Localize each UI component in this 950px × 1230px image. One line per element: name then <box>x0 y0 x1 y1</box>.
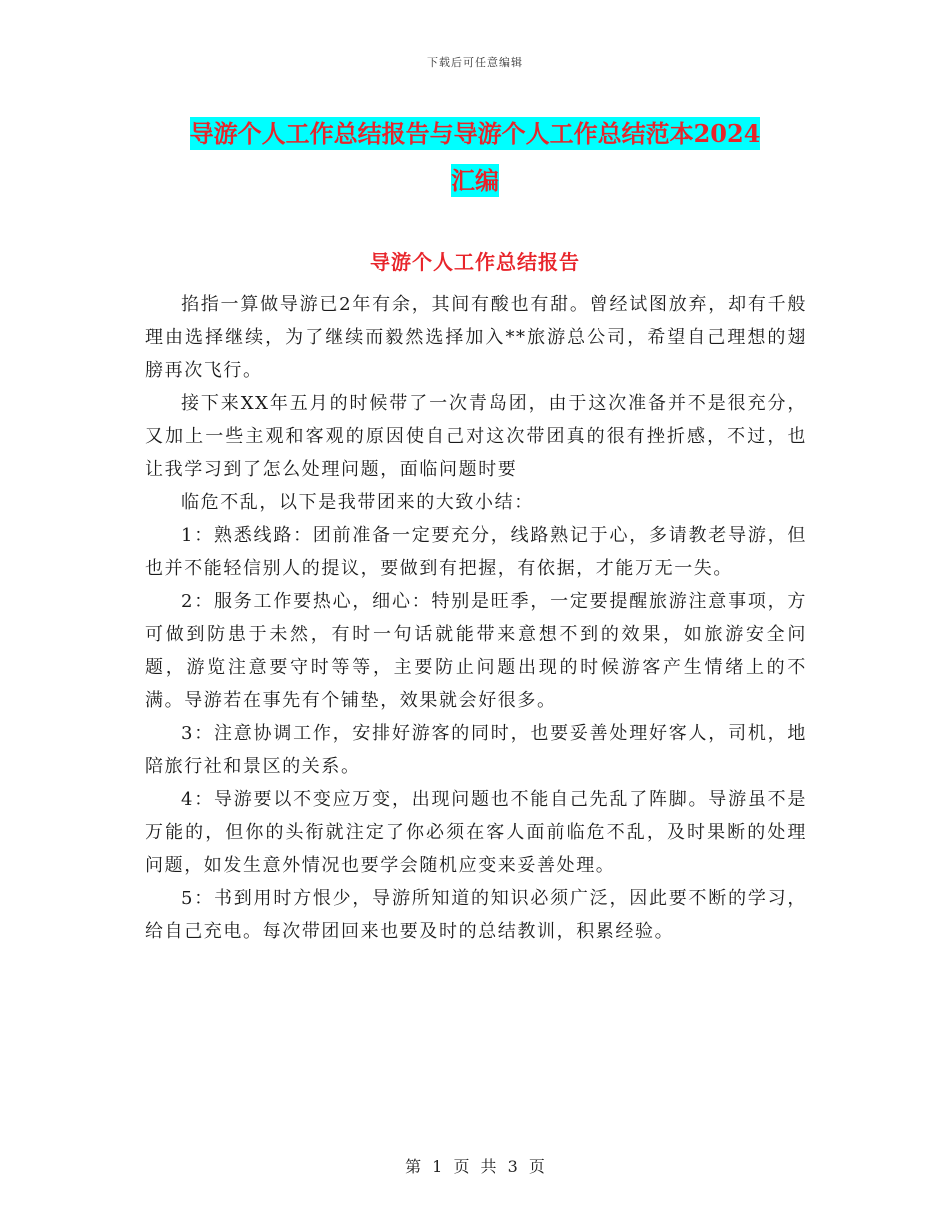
section-title: 导游个人工作总结报告 <box>370 250 580 274</box>
paragraph: 3：注意协调工作，安排好游客的同时，也要妥善处理好客人，司机，地陪旅行社和景区的关系。 <box>145 723 807 777</box>
page-number-footer: 第 1 页 共 3 页 <box>405 1157 545 1176</box>
paragraph: 临危不乱，以下是我带团来的大致小结： <box>181 492 534 513</box>
document-title <box>145 110 805 204</box>
paragraph: 5：书到用时方恨少，导游所知道的知识必须广泛，因此要不断的学习，给自己充电。每次带团回来也要及时的总结教训，积累经验。 <box>145 888 807 942</box>
paragraph: 掐指一算做导游已2年有余，其间有酸也有甜。曾经试图放弃，却有千般理由选择继续，为了继续而毅然选择加入**旅游总公司，希望自己理想的翅膀再次飞行。 <box>145 294 807 381</box>
paragraph: 4：导游要以不变应万变，出现问题也不能自己先乱了阵脚。导游虽不是万能的，但你的头衔就注定了你必须在客人面前临危不乱，及时果断的处理问题，如发生意外情况也要学会随机应变来妥善处理。 <box>145 789 807 876</box>
paragraph: 2：服务工作要热心，细心：特别是旺季，一定要提醒旅游注意事项，方可做到防患于未然，有时一句话就能带来意想不到的效果，如旅游安全问题，游览注意要守时等等，主要防止问题出现的时候游客产生情绪上的不满。导游若在事先有个铺垫，效果就会好很多。 <box>145 591 807 711</box>
body-text <box>145 288 807 948</box>
paragraph: 1：熟悉线路：团前准备一定要充分，线路熟记于心，多请教老导游，但也并不能轻信别人的提议，要做到有把握，有依据，才能万无一失。 <box>145 525 807 579</box>
paragraph: 接下来XX年五月的时候带了一次青岛团，由于这次准备并不是很充分，又加上一些主观和客观的原因使自己对这次带团真的很有挫折感，不过，也让我学习到了怎么处理问题，面临问题时要 <box>145 393 807 480</box>
document-title-line-1: 导游个人工作总结报告与导游个人工作总结范本2024 <box>189 119 761 148</box>
document-title-line-2: 汇编 <box>451 166 499 195</box>
page-header-note: 下载后可任意编辑 <box>427 56 523 69</box>
